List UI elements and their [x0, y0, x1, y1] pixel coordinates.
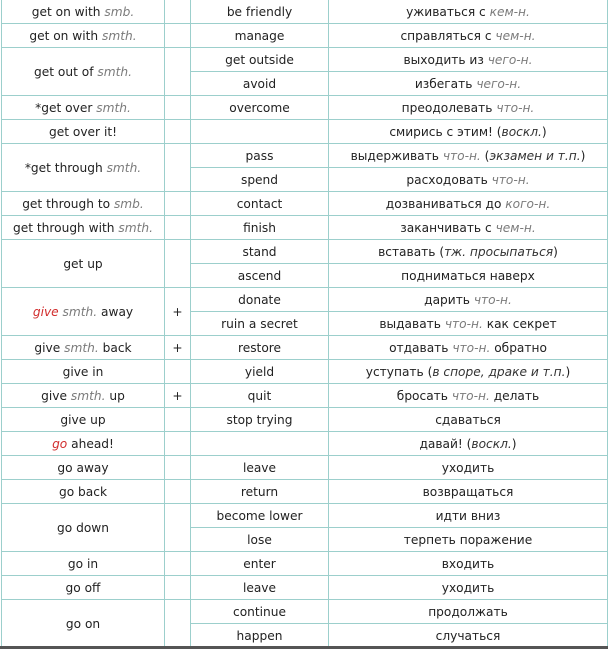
text-fragment: в споре, драке и т.п.	[432, 364, 566, 379]
phrasal-verb-cell	[2, 552, 165, 576]
text-fragment: дарить	[424, 292, 474, 307]
separable-mark-cell	[165, 24, 191, 48]
text-fragment: как секрет	[482, 316, 557, 331]
synonym-cell: quit	[191, 384, 329, 408]
table-row	[2, 120, 608, 144]
phrasal-verb-cell	[2, 456, 165, 480]
translation-cell	[329, 600, 608, 624]
text-fragment: экзамен и т.п.	[489, 148, 581, 163]
synonym-cell: finish	[191, 216, 329, 240]
synonym-cell: ruin a secret	[191, 312, 329, 336]
text-fragment: )	[511, 436, 517, 451]
text-fragment: кем-н.	[489, 4, 530, 19]
text-fragment: )	[580, 148, 586, 163]
synonym-cell: ascend	[191, 264, 329, 288]
phrasal-verb-cell	[2, 24, 165, 48]
text-fragment: go in	[67, 556, 99, 571]
table-row	[2, 96, 608, 120]
translation-cell	[329, 168, 608, 192]
synonym-cell: be friendly	[191, 0, 329, 24]
synonym-cell: become lower	[191, 504, 329, 528]
translation-cell	[329, 480, 608, 504]
translation-cell	[329, 408, 608, 432]
translation-cell	[329, 48, 608, 72]
separable-mark-cell	[165, 48, 191, 96]
separable-mark-cell	[165, 504, 191, 552]
text-fragment: случаться	[435, 628, 501, 643]
translation-cell	[329, 624, 608, 648]
synonym-cell: contact	[191, 192, 329, 216]
text-fragment: бросать	[396, 388, 452, 403]
table-row	[2, 576, 608, 600]
phrasal-verb-cell	[2, 48, 165, 96]
table-row	[2, 336, 608, 360]
translation-cell	[329, 360, 608, 384]
separable-mark-cell	[165, 96, 191, 120]
translation-cell	[329, 432, 608, 456]
text-fragment: go down	[57, 520, 109, 535]
phrasal-verb-cell	[2, 216, 165, 240]
text-fragment: get on with	[31, 4, 105, 19]
text-fragment: get through with	[13, 220, 119, 235]
phrasal-verb-cell	[2, 0, 165, 24]
text-fragment: уживаться с	[406, 4, 490, 19]
separable-mark-cell	[165, 240, 191, 288]
table-row	[2, 480, 608, 504]
translation-cell	[329, 552, 608, 576]
text-fragment: дозваниваться до	[385, 196, 506, 211]
table-row	[2, 600, 608, 624]
text-fragment: входить	[441, 556, 495, 571]
table-row	[2, 192, 608, 216]
translation-cell	[329, 384, 608, 408]
table-row	[2, 432, 608, 456]
text-fragment: give up	[60, 412, 106, 427]
table-row	[2, 48, 608, 72]
synonym-cell: pass	[191, 144, 329, 168]
phrasal-verbs-table	[1, 0, 608, 648]
synonym-cell	[191, 120, 329, 144]
text-fragment: чем-н.	[495, 28, 536, 43]
separable-mark-cell	[165, 144, 191, 192]
phrasal-verb-cell	[2, 120, 165, 144]
translation-cell	[329, 528, 608, 552]
text-fragment: go away	[57, 460, 109, 475]
table-row	[2, 24, 608, 48]
text-fragment: справляться с	[400, 28, 496, 43]
translation-cell	[329, 264, 608, 288]
text-fragment: расходовать	[406, 172, 492, 187]
text-fragment: уходить	[441, 460, 495, 475]
translation-cell	[329, 336, 608, 360]
table-row	[2, 360, 608, 384]
separable-mark-cell: +	[165, 384, 191, 408]
text-fragment: smth.	[102, 28, 137, 43]
phrasal-verb-cell	[2, 96, 165, 120]
synonym-cell: restore	[191, 336, 329, 360]
separable-mark-cell	[165, 432, 191, 456]
table-row	[2, 504, 608, 528]
text-fragment: smth.	[106, 160, 142, 175]
text-fragment: преодолевать	[401, 100, 497, 115]
phrasal-verb-cell	[2, 480, 165, 504]
phrasal-verb-cell	[2, 432, 165, 456]
phrasal-verb-cell	[2, 360, 165, 384]
text-fragment: smth.	[96, 100, 131, 115]
separable-mark-cell	[165, 576, 191, 600]
text-fragment: выдерживать	[350, 148, 443, 163]
phrasal-verb-cell	[2, 192, 165, 216]
synonym-cell: stand	[191, 240, 329, 264]
text-fragment: go on	[65, 616, 101, 631]
text-fragment: возвращаться	[422, 484, 514, 499]
phrasal-verb-cell	[2, 600, 165, 648]
text-fragment: избегать	[414, 76, 477, 91]
text-fragment: go back	[58, 484, 108, 499]
synonym-cell: yield	[191, 360, 329, 384]
text-fragment: что-н.	[452, 340, 491, 355]
table-row	[2, 408, 608, 432]
table-row	[2, 216, 608, 240]
phrasal-verb-cell	[2, 504, 165, 552]
text-fragment: выходить из	[403, 52, 488, 67]
table-row	[2, 240, 608, 264]
text-fragment: уходить	[441, 580, 495, 595]
text-fragment: )	[553, 244, 558, 259]
text-fragment: smth.	[64, 340, 99, 355]
table-row	[2, 0, 608, 24]
translation-cell	[329, 288, 608, 312]
synonym-cell: avoid	[191, 72, 329, 96]
separable-mark-cell	[165, 0, 191, 24]
text-fragment: smth.	[70, 388, 106, 403]
text-fragment: что-н.	[473, 292, 512, 307]
text-fragment: smb.	[113, 196, 144, 211]
separable-mark-cell	[165, 192, 191, 216]
text-fragment: кого-н.	[505, 196, 551, 211]
text-fragment: ahead!	[67, 436, 114, 451]
phrasal-verb-cell	[2, 240, 165, 288]
text-fragment: get out of	[34, 64, 98, 79]
text-fragment: give in	[62, 364, 104, 379]
text-fragment: smth.	[97, 64, 132, 79]
separable-mark-cell	[165, 480, 191, 504]
text-fragment: делать	[489, 388, 540, 403]
text-fragment: воскл.	[471, 436, 512, 451]
synonym-cell: lose	[191, 528, 329, 552]
synonym-cell: happen	[191, 624, 329, 648]
text-fragment: что-н.	[444, 316, 483, 331]
text-fragment: смирись с этим! (	[389, 124, 502, 139]
text-fragment: обратно	[490, 340, 547, 355]
translation-cell	[329, 216, 608, 240]
translation-cell	[329, 72, 608, 96]
synonym-cell: continue	[191, 600, 329, 624]
separable-mark-cell: +	[165, 336, 191, 360]
text-fragment: give	[34, 340, 65, 355]
separable-mark-cell	[165, 600, 191, 648]
phrasal-verb-cell	[2, 384, 165, 408]
translation-cell	[329, 576, 608, 600]
separable-mark-cell: +	[165, 288, 191, 336]
table-row	[2, 456, 608, 480]
text-fragment: тж. просыпаться	[444, 244, 554, 259]
separable-mark-cell	[165, 360, 191, 384]
text-fragment: *get over	[35, 100, 97, 115]
separable-mark-cell	[165, 216, 191, 240]
phrasal-verb-cell	[2, 288, 165, 336]
text-fragment: идти вниз	[435, 508, 501, 523]
text-fragment: smth.	[62, 304, 98, 319]
synonym-cell: leave	[191, 456, 329, 480]
text-fragment: go	[52, 436, 68, 451]
translation-cell	[329, 456, 608, 480]
translation-cell	[329, 240, 608, 264]
text-fragment: воскл.	[501, 124, 542, 139]
synonym-cell: spend	[191, 168, 329, 192]
text-fragment: away	[97, 304, 134, 319]
translation-cell	[329, 24, 608, 48]
text-fragment: давай! (	[419, 436, 472, 451]
text-fragment: get through to	[22, 196, 114, 211]
text-fragment: выдавать	[379, 316, 445, 331]
text-fragment: сдаваться	[435, 412, 501, 427]
translation-cell	[329, 192, 608, 216]
text-fragment: get over it!	[49, 124, 117, 139]
text-fragment: что-н.	[451, 388, 490, 403]
synonym-cell: enter	[191, 552, 329, 576]
table-body	[2, 0, 608, 648]
text-fragment: чего-н.	[487, 52, 533, 67]
text-fragment: уступать (	[365, 364, 433, 379]
text-fragment: get on with	[29, 28, 103, 43]
table-row	[2, 144, 608, 168]
synonym-cell: leave	[191, 576, 329, 600]
text-fragment: give	[32, 304, 59, 319]
text-fragment: get up	[63, 256, 103, 271]
text-fragment: терпеть поражение	[403, 532, 533, 547]
synonym-cell: overcome	[191, 96, 329, 120]
text-fragment: back	[98, 340, 132, 355]
separable-mark-cell	[165, 408, 191, 432]
text-fragment: что-н.	[496, 100, 535, 115]
text-fragment: give	[41, 388, 71, 403]
text-fragment: отдавать	[389, 340, 453, 355]
translation-cell	[329, 312, 608, 336]
translation-cell	[329, 504, 608, 528]
synonym-cell	[191, 432, 329, 456]
text-fragment: (	[480, 148, 490, 163]
table-row	[2, 552, 608, 576]
phrasal-verb-cell	[2, 408, 165, 432]
synonym-cell: stop trying	[191, 408, 329, 432]
text-fragment: )	[541, 124, 547, 139]
text-fragment: )	[565, 364, 571, 379]
text-fragment: smth.	[118, 220, 153, 235]
phrasal-verb-cell	[2, 576, 165, 600]
synonym-cell: get outside	[191, 48, 329, 72]
text-fragment: smb.	[104, 4, 135, 19]
text-fragment: что-н.	[491, 172, 530, 187]
translation-cell	[329, 120, 608, 144]
text-fragment: go off	[65, 580, 101, 595]
text-fragment: чем-н.	[495, 220, 536, 235]
separable-mark-cell	[165, 120, 191, 144]
text-fragment: up	[105, 388, 125, 403]
phrasal-verb-cell	[2, 144, 165, 192]
table-row	[2, 288, 608, 312]
text-fragment: заканчивать с	[400, 220, 496, 235]
text-fragment: подниматься наверх	[401, 268, 535, 283]
text-fragment: что-н.	[442, 148, 481, 163]
synonym-cell: return	[191, 480, 329, 504]
separable-mark-cell	[165, 456, 191, 480]
text-fragment: чего-н.	[476, 76, 522, 91]
translation-cell	[329, 0, 608, 24]
text-fragment: *get through	[24, 160, 107, 175]
synonym-cell: manage	[191, 24, 329, 48]
translation-cell	[329, 144, 608, 168]
translation-cell	[329, 96, 608, 120]
synonym-cell: donate	[191, 288, 329, 312]
text-fragment: вставать (	[378, 244, 445, 259]
text-fragment: продолжать	[428, 604, 508, 619]
table-row	[2, 384, 608, 408]
separable-mark-cell	[165, 552, 191, 576]
phrasal-verb-cell	[2, 336, 165, 360]
